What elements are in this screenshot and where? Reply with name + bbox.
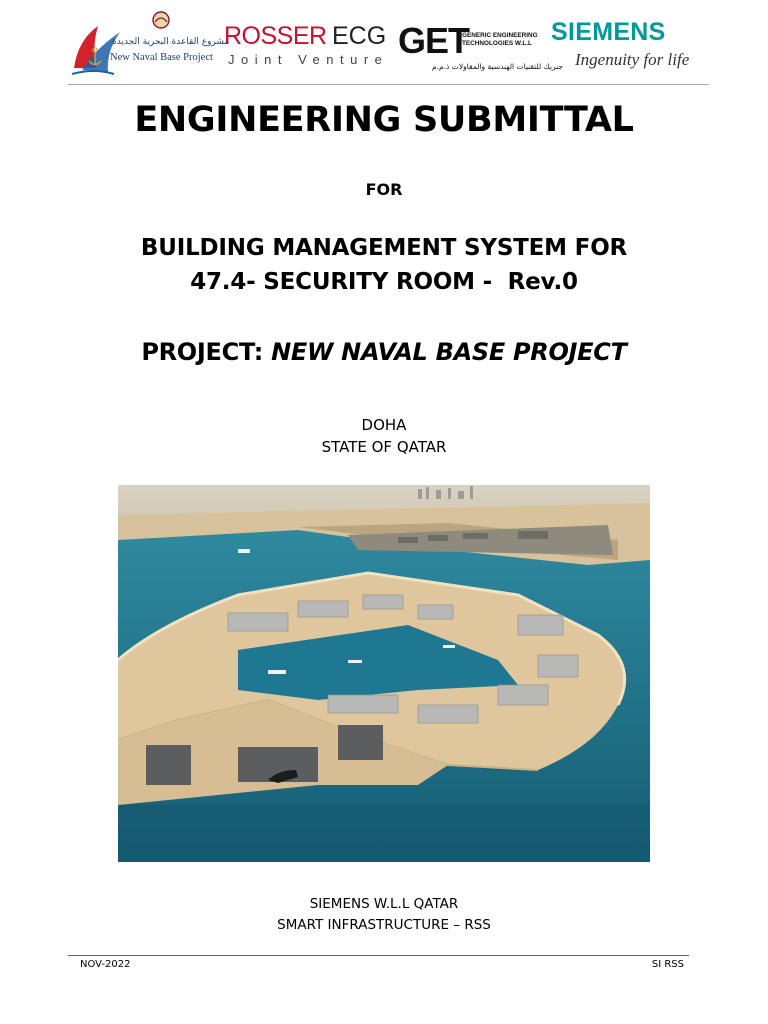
- get-arabic-name: جنريك للتقنيات الهندسية والمقاولات ذ.م.م: [432, 62, 564, 71]
- siemens-logo: [551, 18, 709, 78]
- footer-date: NOV-2022: [80, 959, 131, 970]
- subtitle-line2: 47.4- SECURITY ROOM - Rev.0: [190, 269, 578, 295]
- ecg-word: ECG: [332, 22, 387, 50]
- location-block: [0, 414, 768, 458]
- project-name: NEW NAVAL BASE PROJECT: [271, 338, 627, 366]
- naval-base-aerial-image: [118, 485, 650, 862]
- rosser-ecg-logo: [224, 22, 394, 78]
- get-word: GET: [398, 20, 470, 61]
- get-subtitle: [462, 32, 538, 48]
- nnbp-logo: [68, 10, 230, 82]
- siemens-word: SIEMENS: [551, 18, 666, 46]
- company-block: [0, 894, 768, 936]
- location-city: DOHA: [361, 416, 407, 434]
- nnbp-name: New Naval Base Project: [110, 52, 213, 63]
- for-label: FOR: [365, 180, 403, 199]
- get-subtitle-line2: TECHNOLOGIES W.L.L: [462, 40, 532, 47]
- get-subtitle-line1: GENERIC ENGINEERING: [462, 32, 538, 39]
- project-label: PROJECT:: [141, 338, 263, 366]
- joint-venture-text: Joint Venture: [228, 52, 389, 67]
- siemens-tagline: Ingenuity for life: [575, 50, 690, 69]
- document-subtitle: [0, 231, 768, 299]
- nnbp-arabic-name: مشروع القاعدة البحرية الجديدة: [112, 37, 230, 47]
- footer-code: SI RSS: [651, 959, 684, 970]
- subtitle-line1: BUILDING MANAGEMENT SYSTEM FOR: [140, 235, 628, 261]
- company-line1: SIEMENS W.L.L QATAR: [309, 896, 459, 912]
- header-logo-bar: [68, 10, 709, 82]
- footer-divider: [68, 955, 689, 956]
- header-divider: [68, 84, 709, 85]
- location-country: STATE OF QATAR: [321, 438, 447, 456]
- document-title: ENGINEERING SUBMITTAL: [134, 100, 634, 140]
- rosser-word: ROSSER: [224, 22, 327, 50]
- get-logo: [396, 18, 564, 78]
- company-line2: SMART INFRASTRUCTURE – RSS: [277, 917, 491, 933]
- project-heading: [0, 338, 768, 366]
